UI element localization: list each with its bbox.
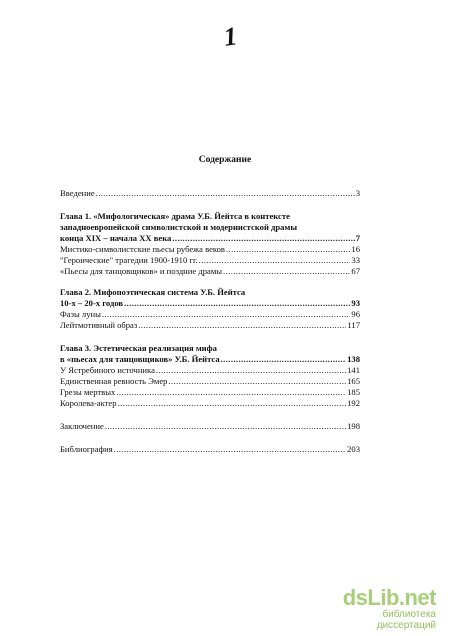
toc-entry-label: Библиография [60, 444, 113, 454]
toc-entry-ch1-item-3[interactable] [60, 266, 360, 277]
toc-entry-page: 165 [347, 376, 360, 386]
toc-entry-ch3-item-4[interactable] [60, 398, 360, 409]
toc-entry-page: 138 [347, 354, 360, 364]
chapter-3-title-line-1: Глава 3. Эстетическая реализация мифа [60, 343, 217, 353]
dot-leader [118, 398, 347, 409]
toc-entry-ch1-item-2[interactable] [60, 255, 360, 266]
watermark-tagline: библиотека диссертаций [376, 609, 436, 631]
chapter-1-title-line-1: Глава 1. «Мифологическая» драма У.Б. Йейтса в контексте [60, 211, 290, 221]
toc-entry-page: 93 [351, 298, 360, 308]
dot-leader [116, 387, 346, 398]
toc-entry-chapter-3[interactable] [60, 354, 360, 365]
toc-entry-label: в «пьесах для танцовщиков» У.Б. Йейтса [60, 354, 220, 364]
toc-entry-ch1-item-1[interactable] [60, 244, 360, 255]
toc-entry-label: конца XIX – начала XX века [60, 233, 172, 243]
dot-leader [223, 266, 350, 277]
toc-entry-label: Лейтмотивный образ [60, 320, 138, 330]
dot-leader [105, 421, 346, 432]
toc-entry-page: 192 [347, 398, 360, 408]
toc-entry-label: Заключение [60, 421, 104, 431]
toc-entry-page: 117 [347, 320, 360, 330]
dot-leader [172, 233, 354, 244]
dot-leader [168, 376, 346, 387]
toc-entry-bibliography[interactable] [60, 444, 360, 455]
watermark-logo [326, 585, 436, 611]
toc-entry-ch2-item-2[interactable] [60, 320, 360, 331]
dot-leader [114, 444, 346, 455]
toc-entry-label: Мистико-символистские пьесы рубежа веков [60, 244, 225, 254]
toc-entry-conclusion[interactable] [60, 421, 360, 432]
toc-entry-chapter-1[interactable] [60, 233, 360, 244]
toc-entry-label: «Пьесы для танцовщиков» и поздние драмы [60, 266, 223, 276]
dot-leader [96, 188, 355, 199]
toc-entry-ch3-item-1[interactable] [60, 365, 360, 376]
toc-entry-chapter-2[interactable] [60, 298, 360, 309]
toc-entry-page: 185 [347, 387, 360, 397]
toc-entry-page: 16 [351, 244, 360, 254]
toc-entry-page: 198 [347, 421, 360, 431]
table-of-contents [60, 188, 360, 455]
toc-entry-label: Введение [60, 188, 95, 198]
dot-leader [156, 365, 346, 376]
toc-entry-label: "Героические" трагедии 1900-1910 гг. [60, 255, 198, 265]
toc-entry-ch3-item-2[interactable] [60, 376, 360, 387]
watermark [326, 585, 436, 631]
handwritten-page-number: 1 [221, 21, 239, 52]
toc-entry-label: Королева-актер [60, 398, 117, 408]
toc-entry-label: Фазы луны [60, 309, 101, 319]
toc-entry-page: 96 [351, 309, 360, 319]
toc-entry-label: 10-х – 20-х годов [60, 298, 124, 308]
toc-entry-page: 203 [347, 444, 360, 454]
dot-leader [199, 255, 351, 266]
toc-entry-label: Единственная ревность Эмер [60, 376, 168, 386]
watermark-brand: dsLib.net [342, 585, 436, 610]
page-title: Содержание [198, 155, 252, 165]
dot-leader [138, 320, 346, 331]
toc-entry-page: 33 [351, 255, 360, 265]
toc-entry-page: 141 [347, 365, 360, 375]
toc-entry-page: 7 [355, 233, 360, 243]
chapter-2-title-line-1: Глава 2. Мифопоэтическая система У.Б. Йейтса [60, 287, 246, 297]
toc-entry-page: 67 [351, 266, 360, 276]
chapter-1-title-line-2: западноевропейской символистской и модернистской драмы [60, 222, 298, 232]
toc-entry-ch3-item-3[interactable] [60, 387, 360, 398]
toc-entry-page: 3 [355, 188, 360, 198]
toc-entry-ch2-item-1[interactable] [60, 309, 360, 320]
dot-leader [102, 309, 351, 320]
toc-entry-intro[interactable] [60, 188, 360, 199]
dot-leader [124, 298, 350, 309]
toc-entry-label: Грезы мертвых [60, 387, 116, 397]
dot-leader [226, 244, 350, 255]
toc-entry-label: У Ястребиного источника [60, 365, 155, 375]
dot-leader [221, 354, 346, 365]
